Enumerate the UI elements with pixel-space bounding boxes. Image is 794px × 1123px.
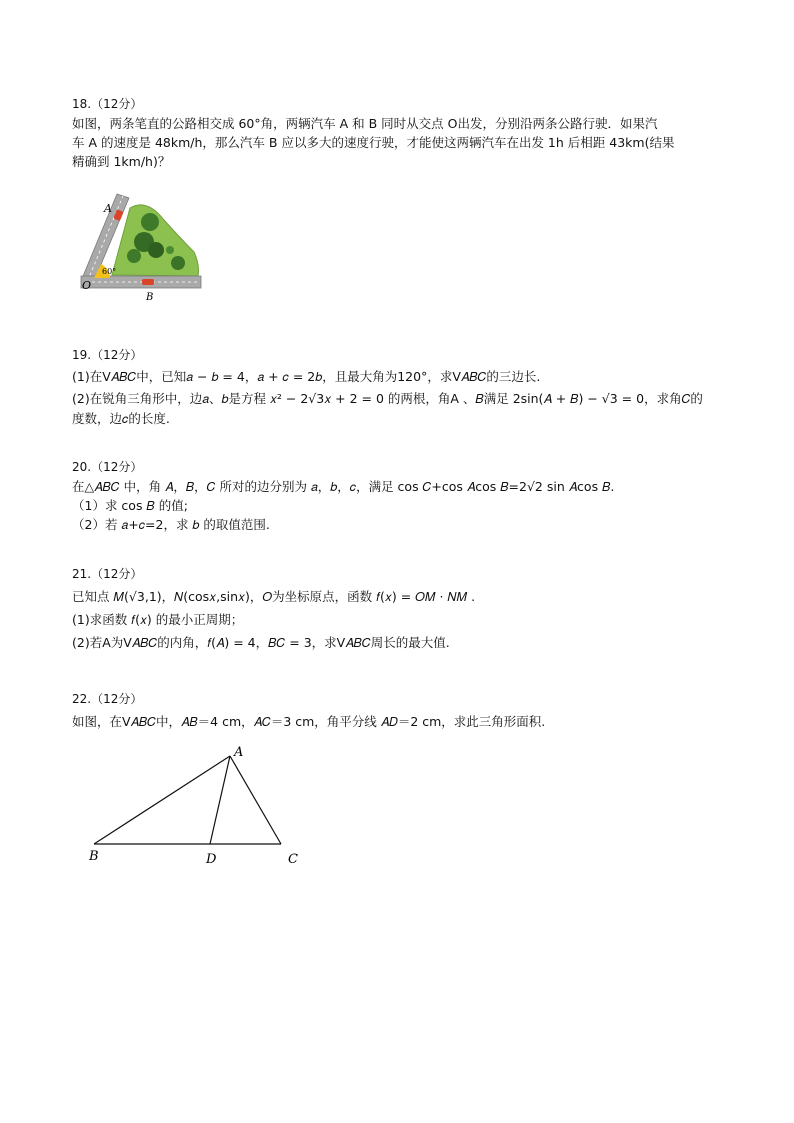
question-22-header: 22.（12分） xyxy=(72,692,143,706)
label-angle-60: 60° xyxy=(102,267,117,276)
question-19-part-2-line-2: 度数，边𝑐的长度. xyxy=(72,411,170,426)
question-20-text: 在△𝐴𝐵𝐶 中，角 𝐴，𝐵，𝐶 所对的边分别为 𝑎，𝑏，𝑐，满足 cos 𝐶+cos 𝐴cos 𝐵=2√2 sin 𝐴cos 𝐵. xyxy=(72,479,615,494)
question-21-part-1: (1)求函数 𝑓(𝑥) 的最小正周期； xyxy=(72,612,244,627)
label-A: A xyxy=(104,202,112,215)
bisector-ad xyxy=(210,756,230,844)
label-B: B xyxy=(146,292,154,303)
question-22 xyxy=(72,690,732,731)
question-19 xyxy=(72,346,732,428)
question-21-text: 已知点 𝑀(√3,1)，𝑁(cos𝑥,sin𝑥)，𝑂为坐标原点，函数 𝑓(𝑥) = 𝑂𝑀 · 𝑁𝑀 . xyxy=(72,589,476,604)
question-22-text: 如图，在V𝐴𝐵𝐶中，𝐴𝐵＝4 cm，𝐴𝐶＝3 cm，角平分线 𝐴𝐷＝2 cm，求此三角形面积. xyxy=(72,714,546,729)
question-18-text-line-1: 如图，两条笔直的公路相交成 60°角，两辆汽车 A 和 B 同时从交点 O出发，分别沿两条公路行驶．如果汽 xyxy=(72,116,658,131)
vertex-label-C: C xyxy=(288,852,298,867)
question-18-text-line-2: 车 A 的速度是 48km/h，那么汽车 B 应以多大的速度行驶，才能使这两辆汽车在出发 1h 后相距 43km(结果 xyxy=(72,135,675,150)
question-20 xyxy=(72,458,732,534)
question-18-text-line-3: 精确到 1km/h)？ xyxy=(72,154,171,169)
car-b-icon xyxy=(142,279,154,285)
triangle-figure xyxy=(80,738,320,873)
side-ac xyxy=(230,756,281,844)
question-19-header: 19.（12分） xyxy=(72,348,143,362)
question-18 xyxy=(72,95,732,171)
question-19-part-1: (1)在V𝐴𝐵𝐶中，已知𝑎 − 𝑏 = 4，𝑎 + 𝑐 = 2𝑏，且最大角为120°，求V𝐴𝐵𝐶的三边长. xyxy=(72,369,541,384)
question-20-sub-2: （2）若 𝑎+𝑐=2，求 𝑏 的取值范围. xyxy=(72,517,270,532)
question-21-part-2: (2)若A为V𝐴𝐵𝐶的内角，𝑓(𝐴) = 4，𝐵𝐶 = 3，求V𝐴𝐵𝐶周长的最大值. xyxy=(72,635,450,650)
side-ab xyxy=(94,756,230,844)
question-20-header: 20.（12分） xyxy=(72,460,143,474)
vertex-label-B: B xyxy=(89,849,99,864)
road-intersection-figure xyxy=(72,190,212,305)
question-18-header: 18.（12分） xyxy=(72,97,143,111)
label-O: O xyxy=(82,279,92,292)
point-label-D: D xyxy=(206,852,217,867)
question-19-part-2-line-1: (2)在锐角三角形中，边𝑎、𝑏是方程 𝑥² − 2√3𝑥 + 2 = 0 的两根，角A 、𝐵满足 2sin(𝐴 + 𝐵) − √3 = 0，求角𝐶的 xyxy=(72,391,703,406)
question-21-header: 21.（12分） xyxy=(72,567,143,581)
question-20-sub-1: （1）求 cos 𝐵 的值; xyxy=(72,498,188,513)
question-21 xyxy=(72,565,732,652)
vertex-label-A: A xyxy=(234,745,244,760)
